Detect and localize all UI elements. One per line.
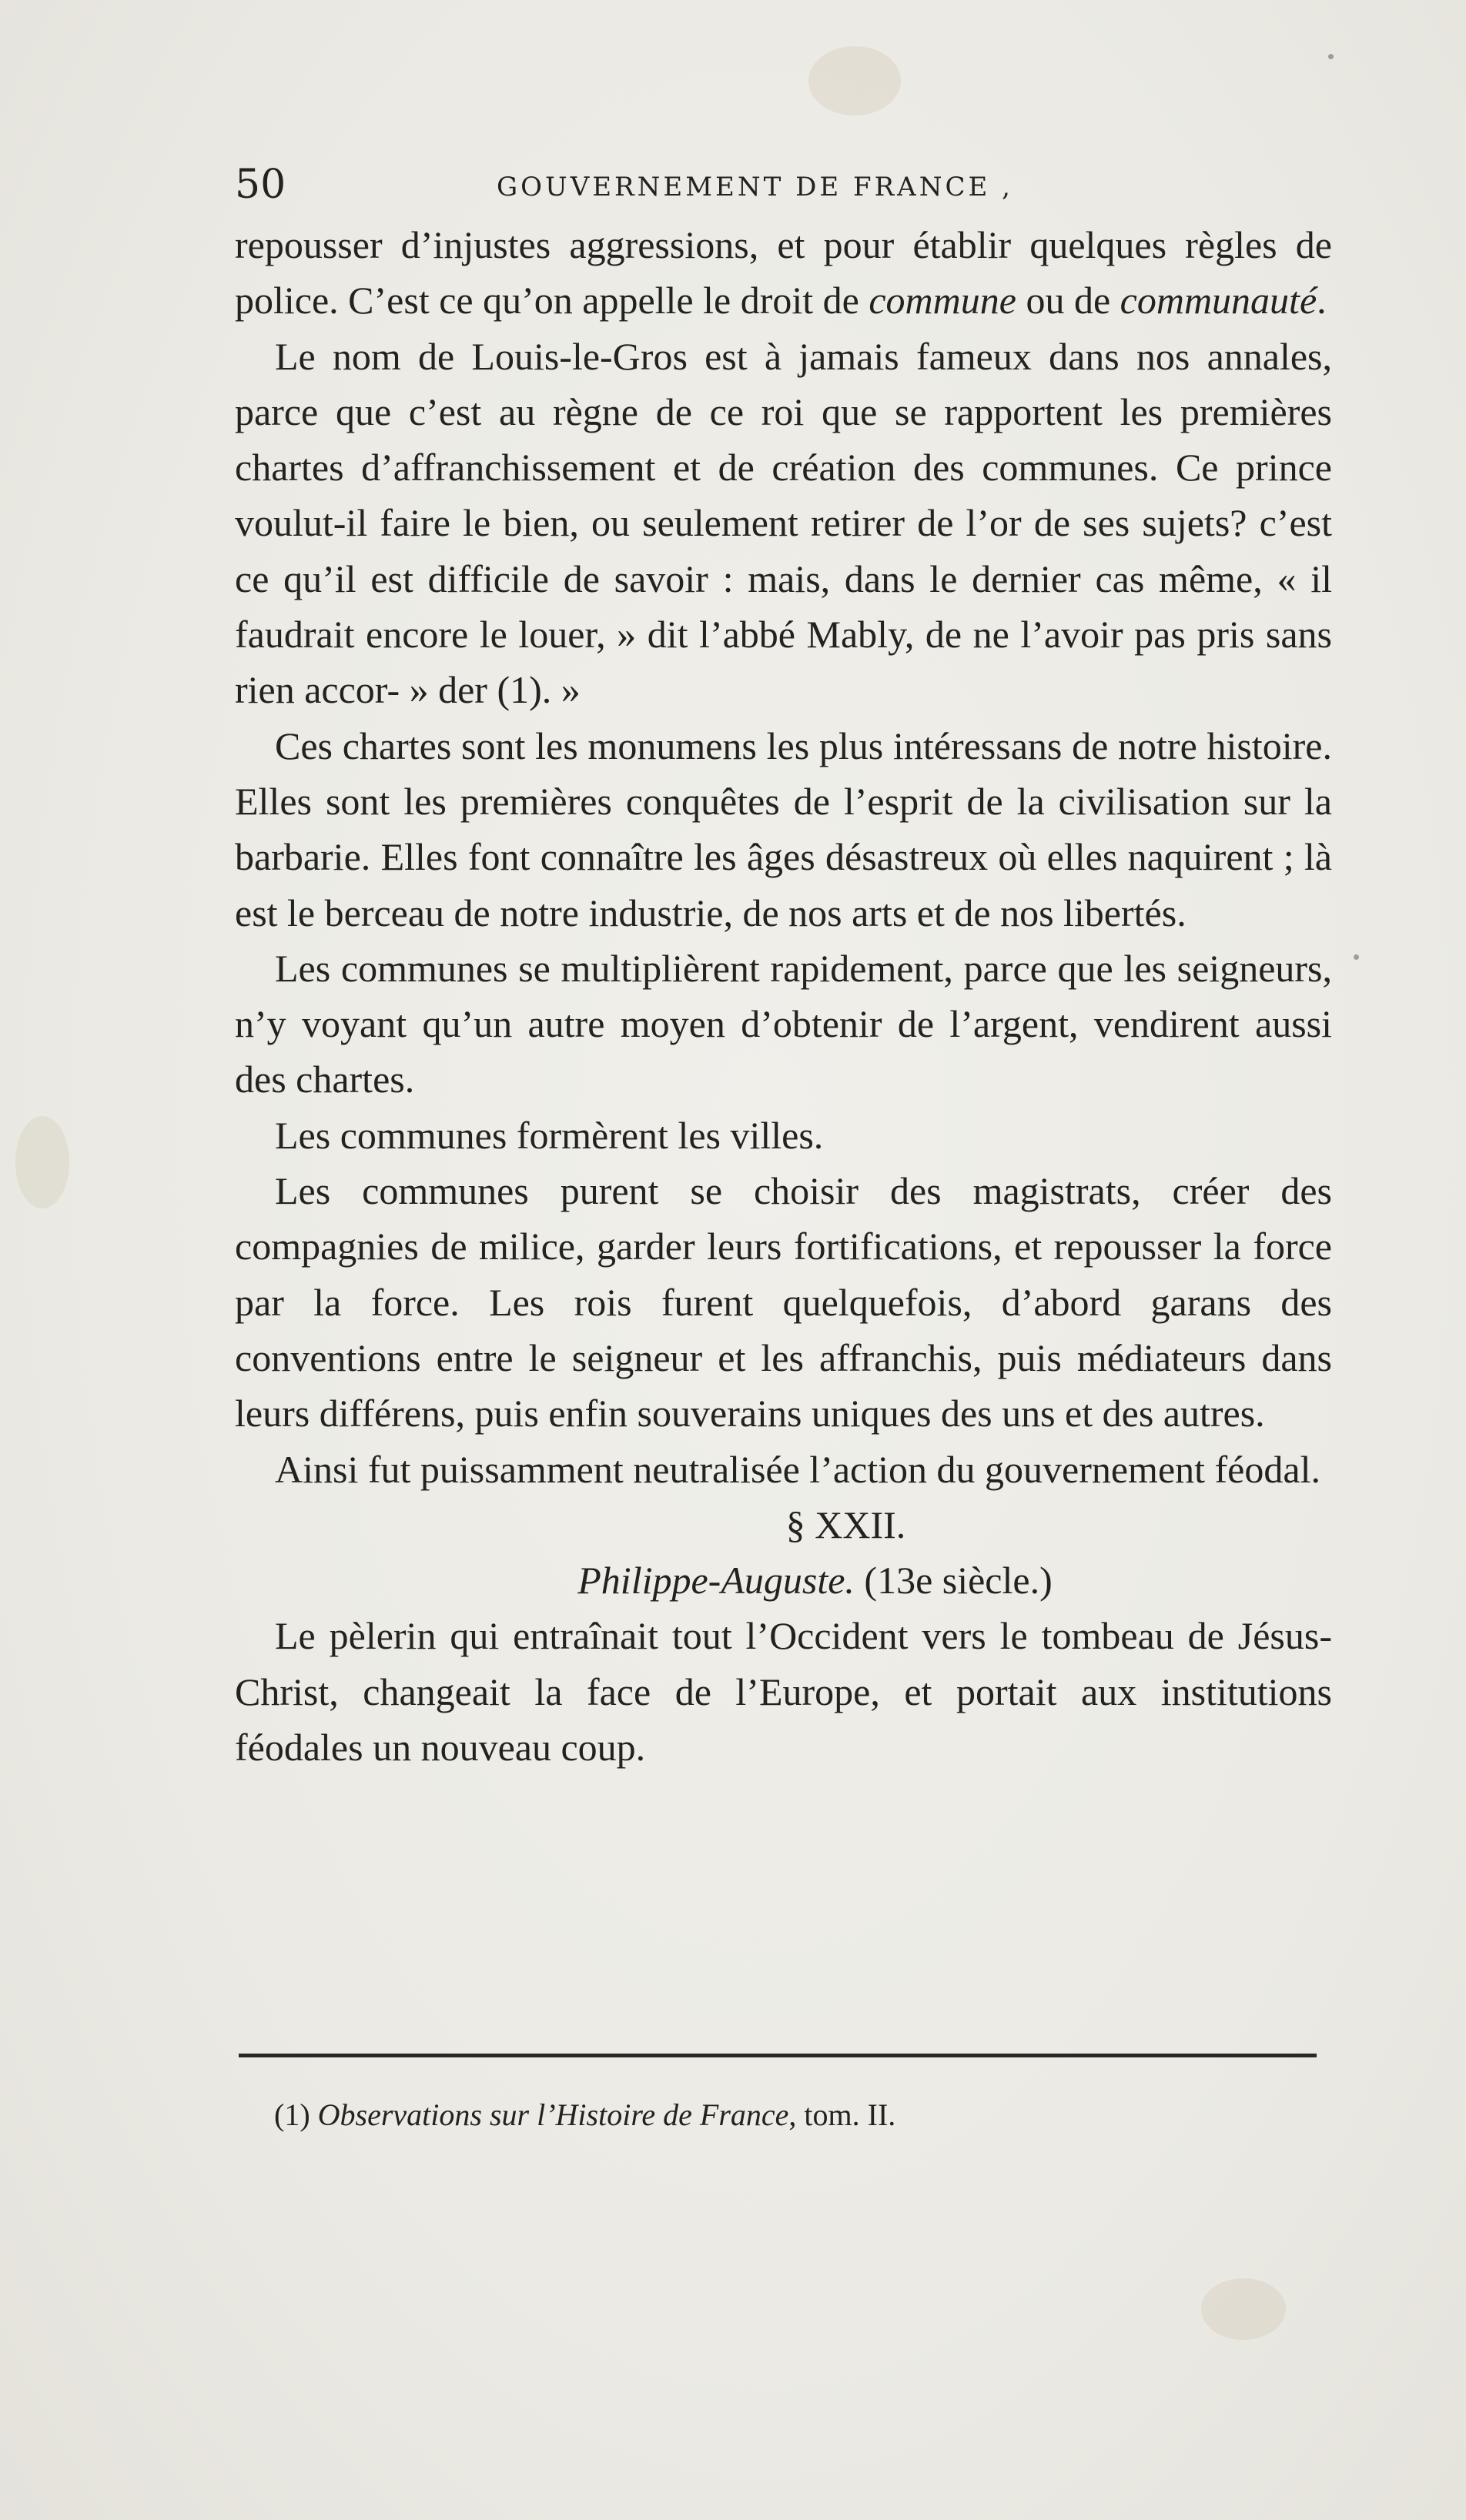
- footnote-title: Observations sur l’Histoire de France: [317, 2097, 789, 2132]
- paragraph: Le nom de Louis-le-Gros est à jamais fameux dans nos annales, parce que c’est au règne de ce roi que se rapportent les premières chartes d’affranchissement et de création des communes. Ce prince voulut-il faire le bien, ou seulement retirer de l’or de ses sujets? c’est ce qu’il est difficile de savoir : mais, dans le dernier cas même, « il faudrait encore le louer, » dit l’abbé Mably, de ne l’avoir pas pris sans rien accor- » der (1). »: [235, 334, 1332, 712]
- emphasis: communauté: [1120, 279, 1317, 323]
- paragraph: Les communes se multiplièrent rapidement, parce que les seigneurs, n’y voyant qu’un autre moyen d’obtenir de l’argent, vendirent aussi des chartes.: [235, 946, 1332, 1101]
- section-title: Philippe-Auguste. (13e siècle.): [577, 1559, 1053, 1603]
- paragraph: Ainsi fut puissamment neutralisée l’action du gouvernement féodal.: [275, 1447, 1320, 1491]
- paper-stain: [808, 46, 901, 115]
- paragraph: Les communes purent se choisir des magistrats, créer des compagnies de milice, garder leurs fortifications, et repousser la force par la force. Les rois furent quelquefois, d’abord garans des conventions entre le seigneur et les affranchis, puis médiateurs dans leurs différens, puis enfin souverains uniques des uns et des autres.: [235, 1169, 1332, 1435]
- paragraph: Le pèlerin qui entraînait tout l’Occident vers le tombeau de Jésus-Christ, changeait la face de l’Europe, et portait aux institutions féodales un nouveau coup.: [235, 1614, 1332, 1770]
- ink-speck: [1328, 54, 1334, 59]
- running-head: GOUVERNEMENT DE FRANCE ,: [497, 172, 1013, 202]
- footnote: (1) Observations sur l’Histoire de France, tom. II.: [274, 2097, 896, 2132]
- ink-speck: [1354, 954, 1359, 960]
- section-title-name: Philippe-Auguste.: [577, 1559, 855, 1603]
- paragraph: Les communes formèrent les villes.: [275, 1113, 824, 1157]
- page-number: 50: [235, 162, 286, 208]
- emphasis: commune: [869, 279, 1016, 323]
- paper-stain: [1201, 2278, 1286, 2340]
- paragraph: repousser d’injustes aggressions, et pour établir quelques règles de police. C’est ce qu’on appelle le droit de commune ou de communauté.: [235, 223, 1332, 323]
- body-text: [235, 217, 1332, 1775]
- paper-stain: [15, 1116, 69, 1208]
- footnote-marker: (1): [274, 2097, 318, 2132]
- paragraph: Ces chartes sont les monumens les plus intéressans de notre histoire. Elles sont les premières conquêtes de l’esprit de la civilisation sur la barbarie. Elles font connaître les âges désastreux où elles naquirent ; là est le berceau de notre industrie, de nos arts et de nos libertés.: [235, 724, 1332, 934]
- footnote-rule: [239, 2054, 1317, 2057]
- section-heading: § XXII.: [785, 1502, 906, 1546]
- page-header: [235, 158, 1089, 212]
